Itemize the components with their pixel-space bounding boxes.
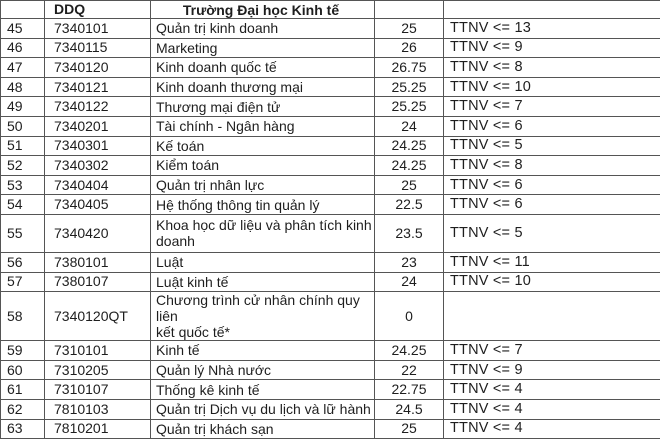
row-priority-rule: TTNV <= 5	[444, 136, 660, 156]
header-stt	[1, 1, 45, 19]
row-major-code: 7340120	[45, 58, 151, 78]
row-stt: 58	[1, 292, 45, 341]
row-score: 25	[375, 19, 444, 39]
row-major-name: Kiểm toán	[151, 156, 375, 176]
row-major-name: Quản lý Nhà nước	[151, 360, 375, 380]
table-row	[1, 156, 660, 176]
row-score: 22.75	[375, 380, 444, 400]
row-priority-rule: TTNV <= 8	[444, 156, 660, 176]
row-stt: 54	[1, 195, 45, 215]
row-major-name: Marketing	[151, 38, 375, 58]
row-priority-rule: TTNV <= 7	[444, 341, 660, 361]
row-major-code: 7340121	[45, 77, 151, 97]
row-stt: 57	[1, 272, 45, 292]
row-major-name: Thống kê kinh tế	[151, 380, 375, 400]
row-major-name: Hệ thống thông tin quản lý	[151, 195, 375, 215]
row-stt: 56	[1, 252, 45, 272]
row-major-name: Luật	[151, 252, 375, 272]
row-major-code: 7810201	[45, 419, 151, 439]
row-priority-rule: TTNV <= 9	[444, 38, 660, 58]
row-major-name: Kế toán	[151, 136, 375, 156]
row-major-code: 7340115	[45, 38, 151, 58]
row-score: 24.25	[375, 136, 444, 156]
row-stt: 62	[1, 399, 45, 419]
row-score: 24.5	[375, 399, 444, 419]
row-major-name: Quản trị Dịch vụ du lịch và lữ hành	[151, 399, 375, 419]
table-row	[1, 272, 660, 292]
row-stt: 55	[1, 214, 45, 252]
table-row	[1, 341, 660, 361]
row-major-name: Kinh tế	[151, 341, 375, 361]
row-stt: 46	[1, 38, 45, 58]
row-priority-rule: TTNV <= 13	[444, 19, 660, 39]
row-priority-rule: TTNV <= 9	[444, 360, 660, 380]
row-stt: 49	[1, 97, 45, 117]
row-score: 23	[375, 252, 444, 272]
row-major-code: 7340404	[45, 175, 151, 195]
major-name-line: Khoa học dữ liệu và phân tích kinh	[156, 217, 374, 233]
row-score: 25	[375, 419, 444, 439]
row-priority-rule: TTNV <= 5	[444, 214, 660, 252]
row-major-code: 7340301	[45, 136, 151, 156]
row-priority-rule: TTNV <= 7	[444, 97, 660, 117]
row-score: 24	[375, 272, 444, 292]
row-priority-rule: TTNV <= 6	[444, 116, 660, 136]
row-stt: 61	[1, 380, 45, 400]
row-score: 26	[375, 38, 444, 58]
row-priority-rule: TTNV <= 4	[444, 419, 660, 439]
row-major-code: 7340201	[45, 116, 151, 136]
row-major-name: Quản trị khách sạn	[151, 419, 375, 439]
row-stt: 50	[1, 116, 45, 136]
row-major-code: 7340405	[45, 195, 151, 215]
header-score	[375, 1, 444, 19]
row-stt: 51	[1, 136, 45, 156]
table-row	[1, 252, 660, 272]
row-priority-rule	[444, 292, 660, 341]
major-name-line: doanh	[156, 233, 374, 249]
school-name-text: Trường Đại học Kinh tế	[183, 2, 347, 18]
table-row	[1, 195, 660, 215]
major-name-line: Chương trình cử nhân chính quy liên	[156, 292, 374, 324]
table-row	[1, 77, 660, 97]
table-row	[1, 399, 660, 419]
row-score: 0	[375, 292, 444, 341]
row-score: 24.25	[375, 341, 444, 361]
row-major-code: 7340101	[45, 19, 151, 39]
table-row	[1, 19, 660, 39]
header-school-code: DDQ	[45, 1, 151, 19]
table-row	[1, 380, 660, 400]
row-major-code: 7810103	[45, 399, 151, 419]
row-stt: 45	[1, 19, 45, 39]
row-score: 24	[375, 116, 444, 136]
row-major-code: 7340120QT	[45, 292, 151, 341]
row-stt: 48	[1, 77, 45, 97]
row-major-name: Kinh doanh quốc tế	[151, 58, 375, 78]
row-major-code: 7340302	[45, 156, 151, 176]
row-priority-rule: TTNV <= 11	[444, 252, 660, 272]
row-score: 22	[375, 360, 444, 380]
row-score: 23.5	[375, 214, 444, 252]
row-priority-rule: TTNV <= 4	[444, 380, 660, 400]
row-major-name: Tài chính - Ngân hàng	[151, 116, 375, 136]
row-major-code: 7310101	[45, 341, 151, 361]
table-row	[1, 360, 660, 380]
row-major-name: Thương mại điện tử	[151, 97, 375, 117]
row-priority-rule: TTNV <= 8	[444, 58, 660, 78]
header-rule	[444, 1, 660, 19]
row-priority-rule: TTNV <= 10	[444, 272, 660, 292]
row-priority-rule: TTNV <= 6	[444, 195, 660, 215]
table-row	[1, 97, 660, 117]
row-major-code: 7380107	[45, 272, 151, 292]
table-row	[1, 419, 660, 439]
table-row	[1, 58, 660, 78]
row-major-name: Luật kinh tế	[151, 272, 375, 292]
row-score: 25.25	[375, 97, 444, 117]
row-score: 24.25	[375, 156, 444, 176]
row-major-code: 7380101	[45, 252, 151, 272]
row-stt: 60	[1, 360, 45, 380]
row-major-name: Kinh doanh thương mại	[151, 77, 375, 97]
row-major-name	[151, 214, 375, 252]
row-major-code: 7340122	[45, 97, 151, 117]
row-stt: 63	[1, 419, 45, 439]
row-score: 25	[375, 175, 444, 195]
table-row	[1, 38, 660, 58]
row-stt: 59	[1, 341, 45, 361]
row-major-code: 7340420	[45, 214, 151, 252]
row-major-code: 7310205	[45, 360, 151, 380]
table-row	[1, 136, 660, 156]
row-stt: 52	[1, 156, 45, 176]
table-body	[1, 19, 660, 439]
row-stt: 47	[1, 58, 45, 78]
row-score: 26.75	[375, 58, 444, 78]
table-row	[1, 175, 660, 195]
row-stt: 53	[1, 175, 45, 195]
header-school-name	[151, 1, 375, 19]
row-priority-rule: TTNV <= 10	[444, 77, 660, 97]
row-priority-rule: TTNV <= 6	[444, 175, 660, 195]
table-row	[1, 292, 660, 341]
table-row	[1, 214, 660, 252]
row-major-name	[151, 292, 375, 341]
header-row	[1, 1, 660, 19]
row-major-code: 7310107	[45, 380, 151, 400]
row-major-name: Quản trị kinh doanh	[151, 19, 375, 39]
row-score: 25.25	[375, 77, 444, 97]
row-major-name: Quản trị nhân lực	[151, 175, 375, 195]
table-row	[1, 116, 660, 136]
major-name-line: kết quốc tế*	[156, 324, 374, 340]
row-score: 22.5	[375, 195, 444, 215]
row-priority-rule: TTNV <= 4	[444, 399, 660, 419]
